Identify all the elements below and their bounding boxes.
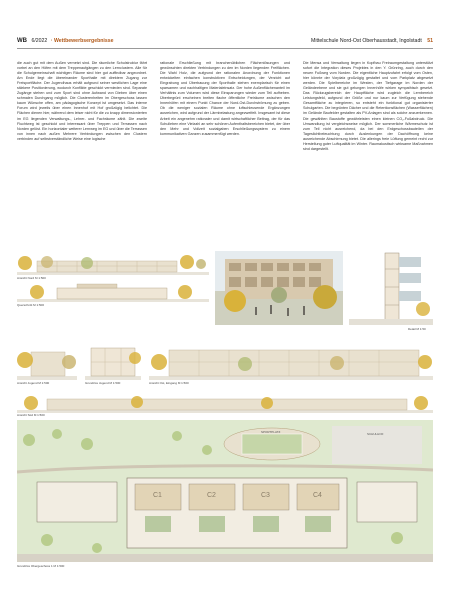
site-floorplan-image <box>17 420 433 562</box>
cross-section-image <box>17 282 209 302</box>
caption-elevation-south: Ansicht Süd M 1:500 <box>17 413 45 417</box>
elevation-east-image <box>149 338 433 380</box>
elevation-youth-floorplan-image <box>85 338 141 380</box>
issue-number: 6/2022 <box>31 38 48 44</box>
label-cluster-c4: C4 <box>313 492 322 499</box>
magazine-logo: WB <box>17 38 27 44</box>
courtyard-render-image <box>215 251 343 325</box>
header-divider <box>17 48 433 49</box>
caption-floorplan: Grundriss Obergeschoss 1 M 1:500 <box>17 564 65 568</box>
body-text <box>17 61 433 245</box>
caption-cross-section: Querschnitt M 1:500 <box>17 303 45 307</box>
elevation-north-image <box>17 251 209 275</box>
label-cluster-c3: C3 <box>261 492 270 499</box>
caption-detail: Detail M 1:50 <box>408 327 426 331</box>
label-cluster-c1: C1 <box>153 492 162 499</box>
caption-elevation-east: Ansicht Ost, Eingang M 1:500 <box>149 381 189 385</box>
caption-youth-floorplan: Grundriss Jugend M 1:500 <box>85 381 121 385</box>
text-column-1: die auch gut mit dem Außen vernetzt sind. Die räumliche Schulstruktur fährt vorbei an den Höfen mit dem Treppenaufgängen zu den Lernclustern. Alle für die Schulgemeinschaft wichtigen Räume sind hier gut auffindbar angeordnet. Am Ende liegt die übereinander Sporthalle mit direktem Zugang zur Freisportfläche. Der Jugendhaus erhält aufgrund seiner westlichen Lage eine stärkere Positionierung, wodurch Konflikte geschickt vermieden sind. Separate Zugänge stehen und zum Sport sind ohne Aufwand von Dieben über einen schmalen Durchgang möglich. Die Clusterenheiten im Obergeschoss lassen kaum Wünsche offen, am pädagogische Konzept ist umgesetzt. Das interne Forum wird jeweils über einen Innenhof mit Hof großzügig belichtet. Die Flächen dienen hier, während dem leiser nicht für die zu knapp dimensionierten im EG liegenden Verwaltungs-, Lehrer- und Fachräume zählt. Die zweite Fluchtweg ist geschickt und interessant über Treppen und Terrassen nach Norden gelöst. Ein horizontaler weiterer Lernweg im EG und über die Terrassen von innen nach außen Mehrere Verbindungen zwischen den Clustern verbinden auf selbstverständliche Weise eine logische <box>17 61 147 141</box>
facade-detail-image <box>349 251 433 325</box>
page-number: 51 <box>427 38 433 44</box>
label-sportplatz: SPORTPLATZ <box>261 430 281 434</box>
label-cluster-c2: C2 <box>207 492 216 499</box>
text-column-2: rationale Erschließung mit branchenüblichen Flächenlösungen und gewünschten direkten Verbindungen zu den im Norden liegenden Freiflächen. Die Wahl Holz, die aufgrund der rationalen Anordnung der Funktionen entwickelten einfachen konstruktiven Entscheidungen, der Verzicht auf Eingrabung und Überbauung der Sporthalle stehen exemplarisch für einen sparsamen und nachhaltigen Materialeinsatz. Der hohe Außenflächenanteil im Verhältnis zum Volumen wird diese Einsparungen wieder zum Teil aufheben. Überbegrünt erscheinen breiten flache öffentliche Freiräume zwischen den Innenhöfen mit einem Punkt Chance der Nord-Ost-Durchströmung zu geben. Ob die weniger sozialen Räume ohne luftschleusende Ergänzungen ausreichen, wird aufgrund der Lärmbelastung angezweifelt. Insgesamt ist diese Arbeit ein angenehm rationaler und damit wirtschaftlicher Beitrag, der für das Schulleben eine Vielzahl an sehr schönen Aufenthaltsbereichen bietet, der über den Mehr und Vollzeit sozialgaben Erschließungssystem zu einem kommunikativen Ganzen zusammenfügt werden. <box>160 61 290 136</box>
page-header <box>17 36 433 46</box>
elevation-south-image <box>17 393 433 413</box>
elevation-youth-image <box>17 338 77 380</box>
text-column-3: Die Mensa und Verwaltung liegen in Kopfbau Freiraumgestaltung unterstützt sofort die Integration dieses Projektes in den Y. Grünring, auch durch den neuen Fußweg vom Norden. Die eigentliche Hauptzufahrt erfolgt vom Osten, hier könnte der Vorplatz großzügig gestaltet und vom Parkplatz abgesetzt werden. Die Spielbereiche im Westen, der Tiefgarage im Norden der Geländeebene und sie gut gelungen Innenhöfe wirken sympathisch gesetzt. Das Rückzugsbereich der Hauptfläche wird zugleich die Lernbereich Leistungsfeld, aufgrund der Größe und nur kaum zur Verfügung stehende Gesamtfläche zu integrieren, so entsteht ein funktional gut organisierter Schulgarten. Die begrünten Dächer und die Retentionsflächen (Wasserflächen) im Gelände Baufelder gestalten als PV-Anlagen sind als solche anzuerkennen. Die gewählten Baustoffe gewährleisten einen kleinen CO₂-Fußabdruck. Die Umwandlung ist vergleichsweise möglich. Der sommerliche Wärmeschutz ist zum Teil nicht ausreichend, da bei den Erdgeschossbauteilen der Tageslichtbeleuchtung durch Auslenkungen der Dachöffnung keine ausreichende Abschirmung bietet. Die allerings freie Lüftung gemeint recht zur Herstellung guter Luftqualität im Winter. Raumakustisch wirksame Maßnahmen sind dargestellt. <box>303 61 433 151</box>
header-right <box>311 36 433 46</box>
project-title: Mittelschule Nord-Ost Oberhausstadt, Ingolstadt <box>311 38 422 44</box>
caption-elevation-youth: Ansicht Jugend M 1:500 <box>17 381 50 385</box>
caption-elevation-north: Ansicht Nord M 1:500 <box>17 276 46 280</box>
section-title: · Wettbewerbsergebnisse <box>50 38 114 44</box>
label-schulhof: SCHULHOF <box>367 432 384 436</box>
